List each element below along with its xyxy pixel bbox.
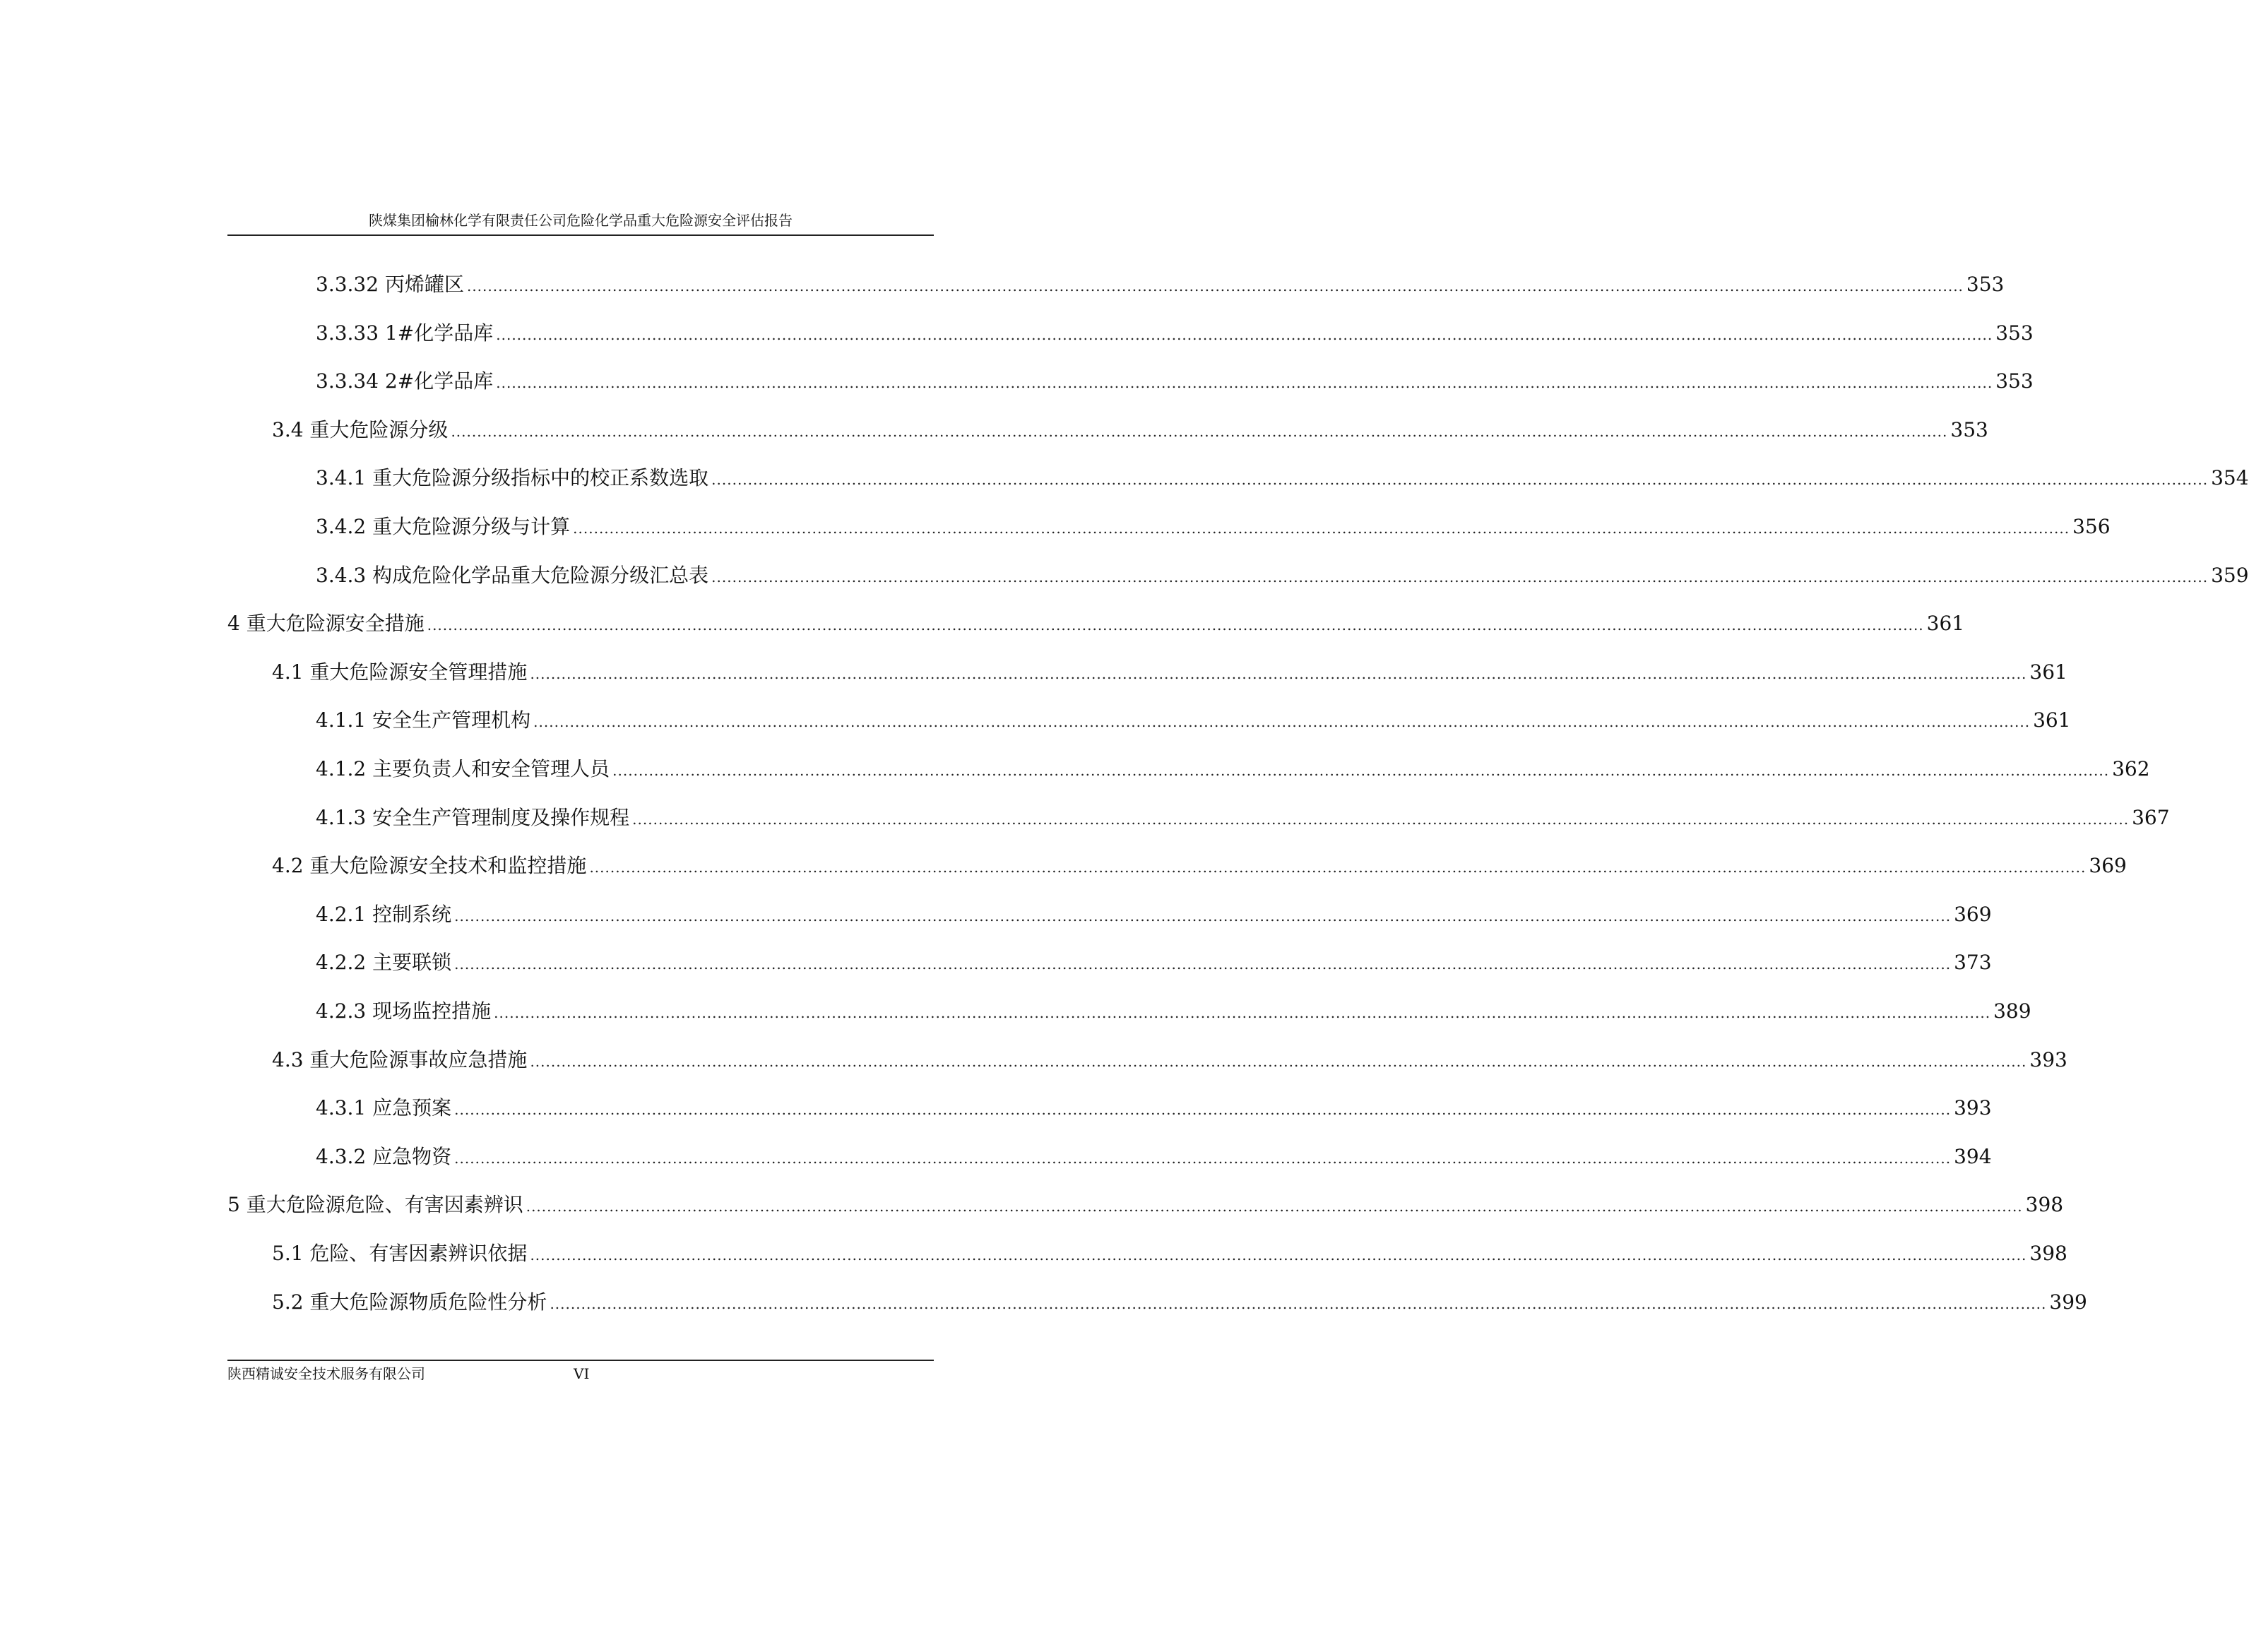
toc-entry-page: 399 (2049, 1290, 2087, 1314)
report-header-title: 陕煤集团榆林化学有限责任公司危险化学品重大危险源安全评估报告 (369, 212, 793, 229)
toc-entry[interactable] (227, 1191, 2064, 1219)
toc-entry-page: 353 (1995, 369, 2034, 393)
toc-entry[interactable] (316, 1143, 1992, 1171)
toc-dot-leader: ................................................................................................................................................................................................................................................................................................ (530, 1247, 2027, 1264)
toc-entry-title: 4.3.1 应急预案 (316, 1096, 452, 1119)
toc-entry-title: 4.1 重大危险源安全管理措施 (272, 660, 528, 684)
toc-entry[interactable] (272, 1288, 2087, 1317)
toc-entry-page: 353 (1995, 321, 2034, 345)
toc-entry-title: 4 重大危险源安全措施 (227, 612, 425, 635)
toc-entry-title: 4.2.3 现场监控措施 (316, 999, 492, 1023)
toc-entry-page: 398 (2025, 1193, 2064, 1216)
toc-entry[interactable] (272, 416, 1988, 444)
toc-entry[interactable] (316, 706, 2071, 735)
toc-entry-page: 367 (2132, 806, 2170, 829)
toc-entry-page: 373 (1954, 951, 1992, 974)
toc-entry-page: 359 (2211, 564, 2249, 587)
toc-entry[interactable] (272, 658, 2067, 687)
toc-entry[interactable] (316, 513, 2111, 541)
toc-entry-page: 398 (2029, 1242, 2067, 1265)
toc-entry-page: 394 (1954, 1145, 1992, 1168)
toc-entry[interactable] (316, 1094, 1992, 1122)
toc-entry-page: 362 (2112, 757, 2150, 780)
toc-entry-page: 361 (2029, 660, 2067, 684)
toc-entry-title: 3.4 重大危险源分级 (272, 418, 449, 441)
toc-dot-leader: ................................................................................................................................................................................................................................................................................................ (530, 665, 2027, 682)
toc-entry-title: 3.3.34 2#化学品库 (316, 369, 494, 393)
toc-entry-page: 361 (2033, 708, 2071, 732)
toc-entry-title: 4.2 重大危险源安全技术和监控措施 (272, 854, 587, 877)
toc-entry-page: 393 (1954, 1096, 1992, 1119)
toc-entry-title: 5.1 危险、有害因素辨识依据 (272, 1242, 528, 1265)
toc-dot-leader: ................................................................................................................................................................................................................................................................................................ (494, 1004, 1991, 1021)
toc-entry[interactable] (316, 804, 2170, 832)
toc-entry[interactable] (316, 949, 1992, 977)
footer-company-name: 陕西精诚安全技术服务有限公司 (227, 1365, 425, 1382)
toc-dot-leader: ................................................................................................................................................................................................................................................................................................ (466, 278, 1964, 295)
toc-entry-title: 5.2 重大危险源物质危险性分析 (272, 1290, 547, 1314)
toc-entry-page: 354 (2211, 466, 2249, 489)
toc-dot-leader: ................................................................................................................................................................................................................................................................................................ (550, 1295, 2047, 1312)
toc-entry[interactable] (316, 464, 2249, 492)
toc-entry[interactable] (316, 561, 2249, 590)
toc-entry-title: 4.3.2 应急物资 (316, 1145, 452, 1168)
toc-entry-title: 3.4.3 构成危险化学品重大危险源分级汇总表 (316, 564, 709, 587)
toc-entry-page: 361 (1926, 612, 1965, 635)
toc-entry-title: 3.3.33 1#化学品库 (316, 321, 494, 345)
toc-entry-title: 4.2.1 控制系统 (316, 903, 452, 926)
toc-dot-leader: ................................................................................................................................................................................................................................................................................................ (711, 471, 2209, 488)
toc-dot-leader: ................................................................................................................................................................................................................................................................................................ (526, 1198, 2023, 1215)
toc-entry[interactable] (316, 319, 2034, 347)
toc-entry-page: 356 (2072, 515, 2111, 538)
toc-entry[interactable] (316, 271, 2005, 299)
toc-entry[interactable] (316, 367, 2034, 396)
toc-entry-page: 389 (1993, 999, 2031, 1023)
toc-entry-title: 3.4.2 重大危险源分级与计算 (316, 515, 571, 538)
toc-dot-leader: ................................................................................................................................................................................................................................................................................................ (632, 811, 2130, 828)
toc-entry-title: 4.3 重大危险源事故应急措施 (272, 1048, 528, 1071)
toc-entry[interactable] (272, 852, 2127, 880)
toc-dot-leader: ................................................................................................................................................................................................................................................................................................ (427, 617, 1924, 634)
toc-entry-title: 4.1.2 主要负责人和安全管理人员 (316, 757, 610, 780)
toc-dot-leader: ................................................................................................................................................................................................................................................................................................ (589, 859, 2087, 876)
footer-divider (227, 1360, 934, 1361)
toc-dot-leader: ................................................................................................................................................................................................................................................................................................ (454, 908, 1952, 925)
toc-entry-title: 5 重大危险源危险、有害因素辨识 (227, 1193, 523, 1216)
toc-entry-title: 4.1.3 安全生产管理制度及操作规程 (316, 806, 630, 829)
toc-dot-leader: ................................................................................................................................................................................................................................................................................................ (711, 569, 2209, 586)
toc-dot-leader: ................................................................................................................................................................................................................................................................................................ (533, 713, 2031, 730)
toc-entry-title: 4.1.1 安全生产管理机构 (316, 708, 531, 732)
toc-entry-page: 369 (1954, 903, 1992, 926)
toc-entry[interactable] (272, 1240, 2067, 1268)
toc-dot-leader: ................................................................................................................................................................................................................................................................................................ (454, 1150, 1952, 1167)
toc-entry[interactable] (316, 901, 1992, 929)
toc-entry-page: 353 (1966, 273, 2005, 296)
toc-entry-page: 353 (1950, 418, 1988, 441)
toc-entry[interactable] (316, 755, 2150, 783)
toc-entry-title: 3.3.32 丙烯罐区 (316, 273, 464, 296)
toc-entry-page: 369 (2089, 854, 2127, 877)
toc-entry[interactable] (316, 997, 2031, 1026)
toc-entry[interactable] (227, 610, 1965, 638)
footer-page-number: VI (574, 1365, 590, 1382)
toc-dot-leader: ................................................................................................................................................................................................................................................................................................ (612, 762, 2110, 779)
toc-dot-leader: ................................................................................................................................................................................................................................................................................................ (496, 326, 1993, 343)
toc-entry-title: 4.2.2 主要联锁 (316, 951, 452, 974)
toc-dot-leader: ................................................................................................................................................................................................................................................................................................ (573, 520, 2070, 537)
toc-dot-leader: ................................................................................................................................................................................................................................................................................................ (454, 956, 1952, 973)
toc-entry[interactable] (272, 1046, 2067, 1074)
toc-dot-leader: ................................................................................................................................................................................................................................................................................................ (451, 423, 1948, 440)
toc-dot-leader: ................................................................................................................................................................................................................................................................................................ (530, 1053, 2027, 1070)
toc-entry-title: 3.4.1 重大危险源分级指标中的校正系数选取 (316, 466, 709, 489)
toc-entry-page: 393 (2029, 1048, 2067, 1071)
toc-dot-leader: ................................................................................................................................................................................................................................................................................................ (496, 374, 1993, 391)
toc-dot-leader: ................................................................................................................................................................................................................................................................................................ (454, 1101, 1952, 1118)
